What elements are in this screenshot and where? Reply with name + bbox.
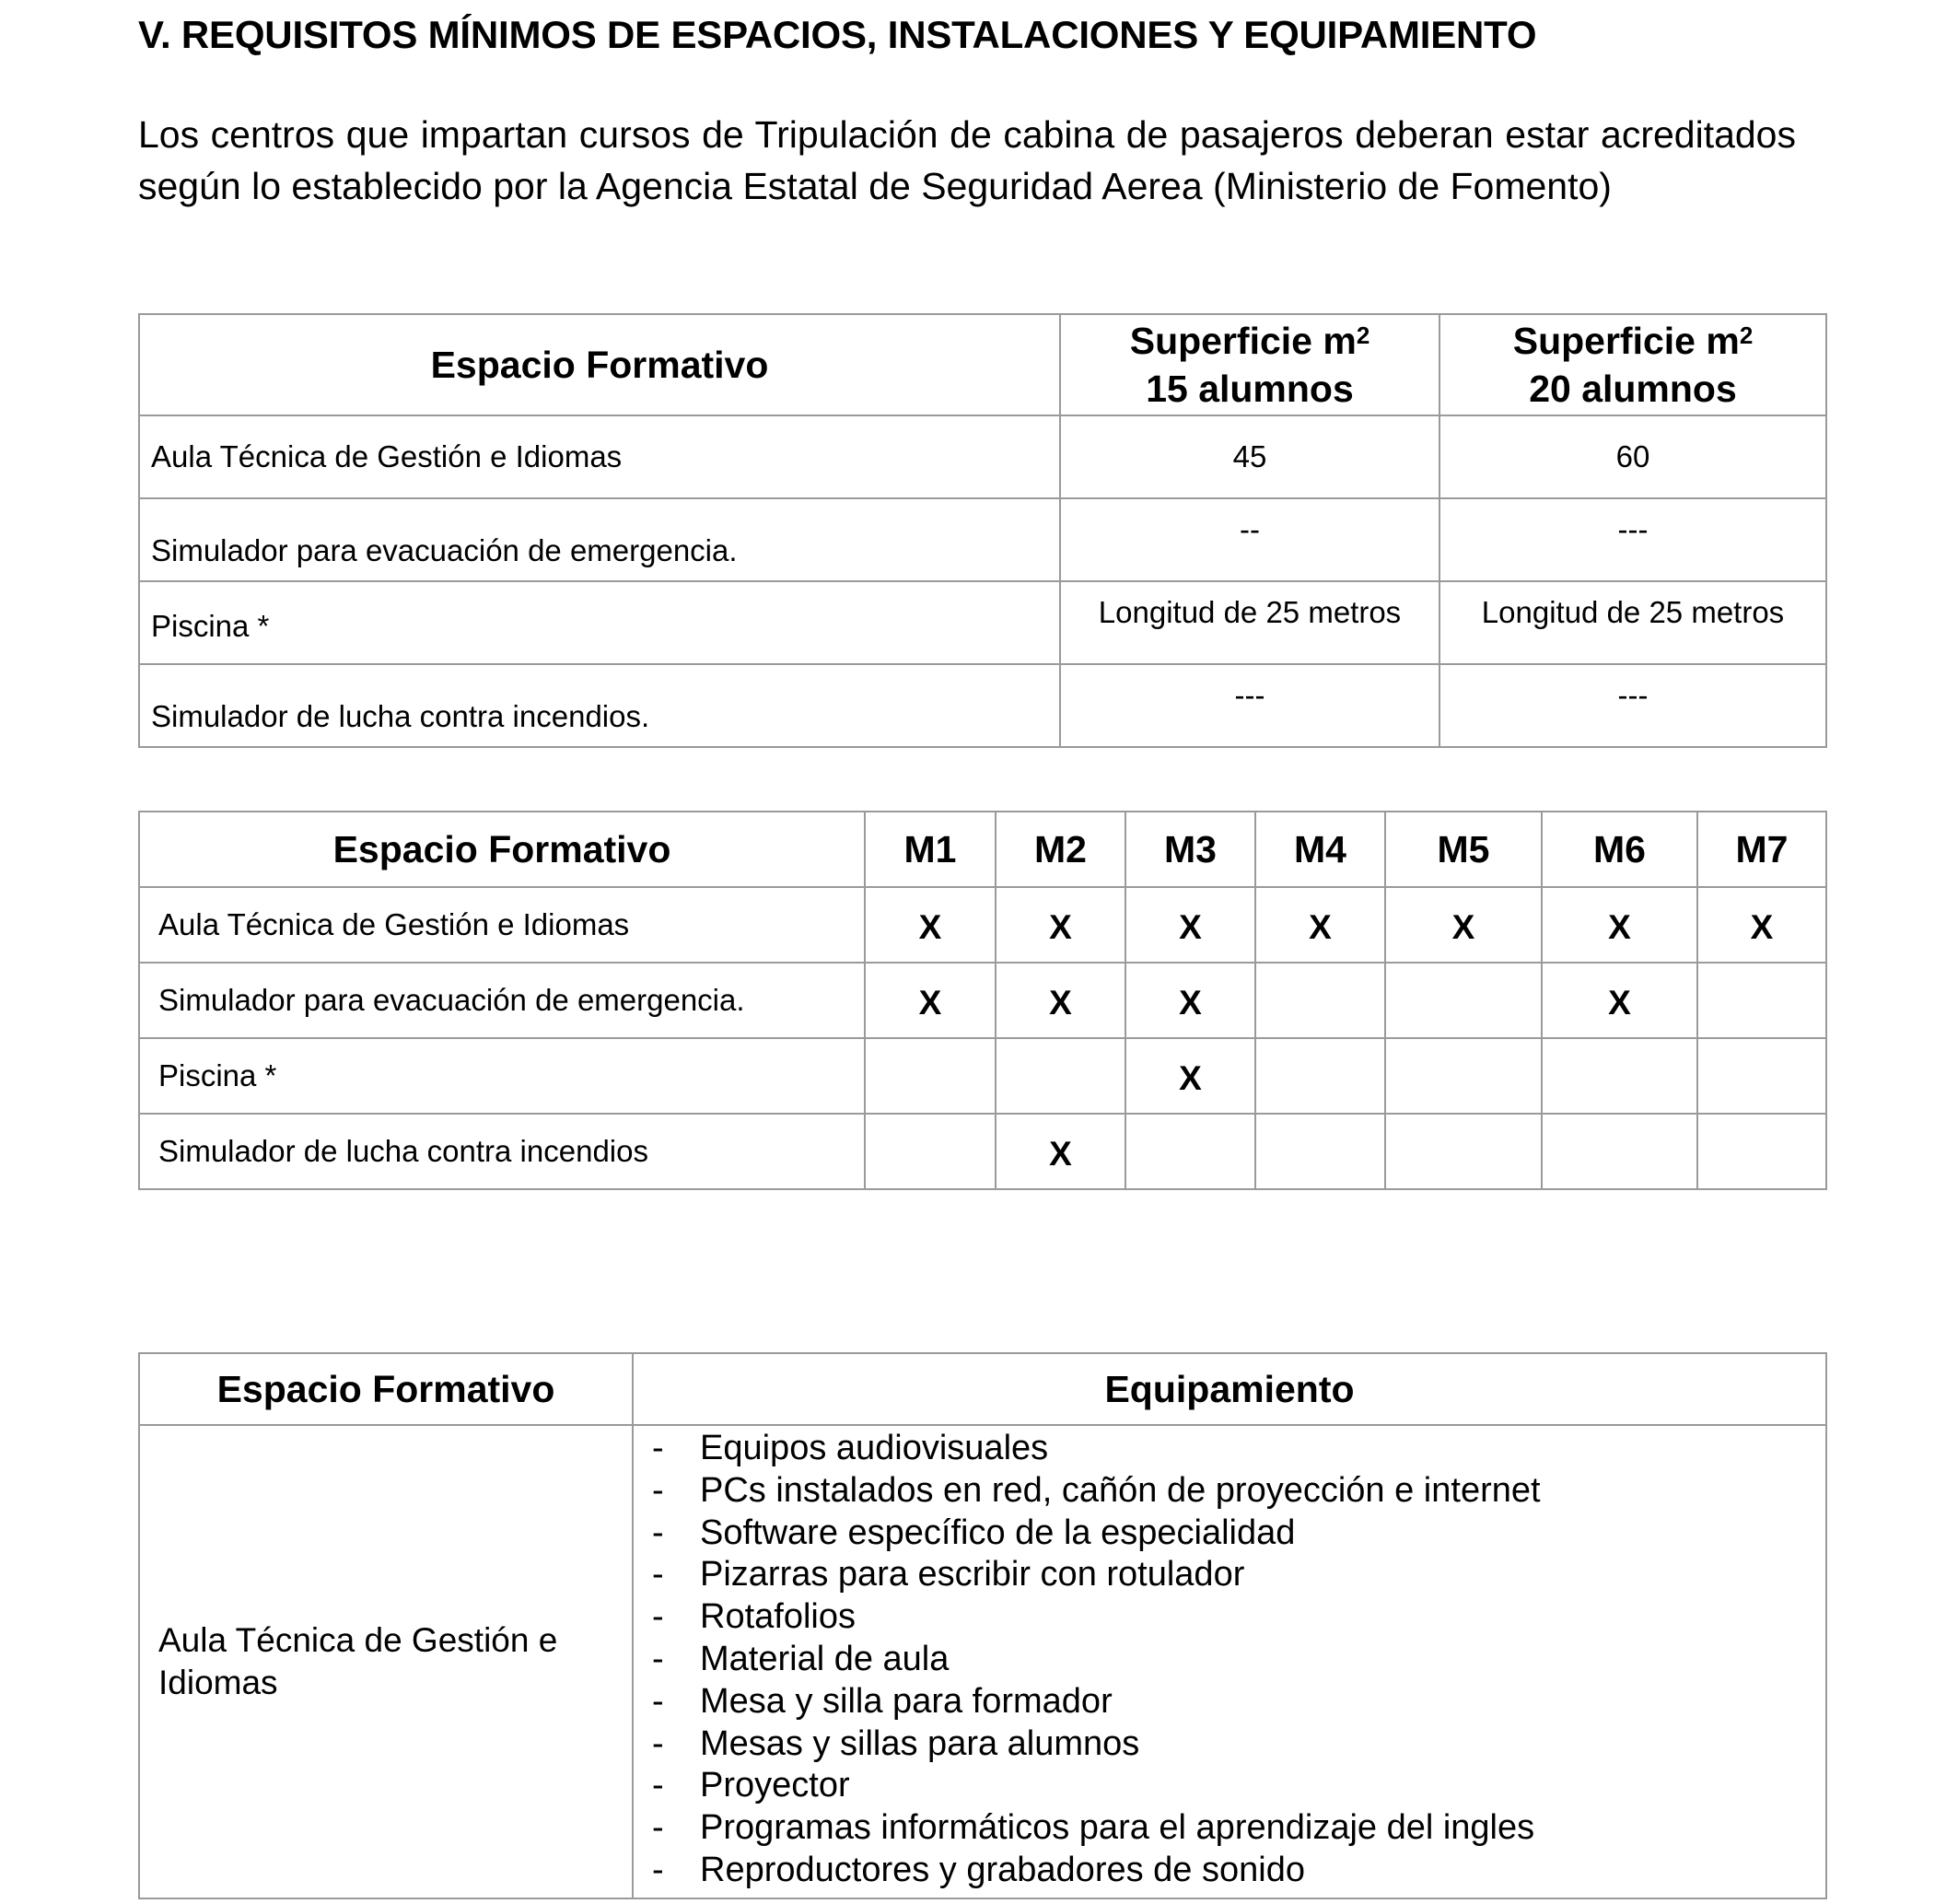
module-mark (996, 1038, 1125, 1114)
list-item (652, 1428, 1825, 1470)
module-header-m1: M1 (865, 812, 996, 887)
module-mark: X (1385, 887, 1542, 963)
list-item-label: Mesas y sillas para alumnos (700, 1723, 1140, 1763)
list-item (652, 1470, 1825, 1513)
module-mark: X (996, 963, 1125, 1038)
equipment-table-header (139, 1353, 1826, 1425)
surface-row-name: Simulador de lucha contra incendios. (139, 664, 1060, 747)
equipment-header-space: Espacio Formativo (139, 1353, 633, 1425)
surface-row-v15: Longitud de 25 metros (1060, 581, 1439, 664)
equipment-header-equipment: Equipamiento (633, 1353, 1826, 1425)
list-item-label: Proyector (700, 1766, 850, 1805)
list-item-label: Rotafolios (700, 1597, 856, 1637)
equipment-list-cell (633, 1425, 1826, 1898)
surface-header-20-line1: Superficie m (1512, 320, 1740, 362)
list-item (652, 1723, 1825, 1766)
module-table-header (139, 812, 1826, 887)
list-item (652, 1513, 1825, 1555)
surface-row-v15: --- (1060, 664, 1439, 747)
module-header-space: Espacio Formativo (139, 812, 865, 887)
list-dash: - (652, 1597, 664, 1637)
module-mark: X (865, 887, 996, 963)
surface-row-v15: 45 (1060, 415, 1439, 498)
table-row (139, 1114, 1826, 1189)
module-header-m5: M5 (1385, 812, 1542, 887)
module-mark (865, 1114, 996, 1189)
list-item-label: Mesa y silla para formador (700, 1681, 1113, 1721)
list-dash: - (652, 1766, 664, 1805)
list-item (652, 1554, 1825, 1596)
surface-row-v20: --- (1439, 498, 1826, 581)
surface-header-15-sup: 2 (1356, 321, 1370, 349)
module-mark (1385, 1114, 1542, 1189)
module-mark (1697, 1038, 1826, 1114)
list-dash: - (652, 1639, 664, 1678)
surface-row-v20: --- (1439, 664, 1826, 747)
module-mark (1697, 1114, 1826, 1189)
module-mark: X (1255, 887, 1385, 963)
list-item (652, 1850, 1825, 1892)
module-mark: X (1542, 887, 1697, 963)
equipment-space-name: Aula Técnica de Gestión e Idiomas (139, 1425, 633, 1898)
list-item-label: Pizarras para escribir con rotulador (700, 1555, 1245, 1594)
module-header-m4: M4 (1255, 812, 1385, 887)
list-dash: - (652, 1429, 664, 1467)
section-title: V. REQUISITOS MÍNIMOS DE ESPACIOS, INSTALACIONES Y EQUIPAMIENTO (138, 13, 1537, 56)
module-mark (1385, 963, 1542, 1038)
list-dash: - (652, 1513, 664, 1552)
list-item-label: PCs instalados en red, cañón de proyección e internet (700, 1470, 1541, 1510)
list-dash: - (652, 1681, 664, 1721)
list-item (652, 1765, 1825, 1807)
module-mark (1385, 1038, 1542, 1114)
module-mark (1697, 963, 1826, 1038)
module-table (138, 811, 1827, 1190)
list-item (652, 1639, 1825, 1681)
list-item (652, 1681, 1825, 1723)
list-item (652, 1807, 1825, 1850)
table-row (139, 1038, 1826, 1114)
surface-row-v20: 60 (1439, 415, 1826, 498)
table-row (139, 581, 1826, 664)
module-mark (1125, 1114, 1255, 1189)
module-mark: X (996, 887, 1125, 963)
surface-header-15 (1060, 314, 1439, 415)
list-item-label: Reproductores y grabadores de sonido (700, 1850, 1305, 1889)
surface-row-name: Aula Técnica de Gestión e Idiomas (139, 415, 1060, 498)
module-mark (1255, 1114, 1385, 1189)
surface-header-20 (1439, 314, 1826, 415)
module-header-m3: M3 (1125, 812, 1255, 887)
module-mark: X (996, 1114, 1125, 1189)
module-mark (1255, 963, 1385, 1038)
module-mark (1542, 1038, 1697, 1114)
surface-header-20-line2: 20 alumnos (1529, 368, 1737, 410)
intro-paragraph: Los centros que impartan cursos de Tripulación de cabina de pasajeros deberan estar acreditados según lo establecido por la Agencia Estatal de Seguridad Aerea (Ministerio de Fomento) (138, 113, 1796, 207)
surface-header-20-sup: 2 (1739, 321, 1754, 349)
table-row (139, 1425, 1826, 1898)
table-row (139, 664, 1826, 747)
list-dash: - (652, 1555, 664, 1594)
list-dash: - (652, 1850, 664, 1889)
module-mark: X (1697, 887, 1826, 963)
module-row-name: Piscina * (139, 1038, 865, 1114)
module-header-m2: M2 (996, 812, 1125, 887)
table-row (139, 887, 1826, 963)
surface-table-header (139, 314, 1826, 415)
table-row (139, 963, 1826, 1038)
surface-header-space: Espacio Formativo (139, 314, 1060, 415)
module-header-m7: M7 (1697, 812, 1826, 887)
module-row-name: Simulador de lucha contra incendios (139, 1114, 865, 1189)
module-mark: X (1125, 1038, 1255, 1114)
surface-row-v20: Longitud de 25 metros (1439, 581, 1826, 664)
equipment-table (138, 1352, 1827, 1899)
module-header-m6: M6 (1542, 812, 1697, 887)
surface-row-name: Piscina * (139, 581, 1060, 664)
module-row-name: Simulador para evacuación de emergencia. (139, 963, 865, 1038)
list-dash: - (652, 1470, 664, 1510)
list-item-label: Programas informáticos para el aprendizaje del ingles (700, 1808, 1535, 1848)
module-mark: X (1542, 963, 1697, 1038)
list-dash: - (652, 1808, 664, 1848)
table-row (139, 498, 1826, 581)
list-item-label: Equipos audiovisuales (700, 1429, 1049, 1467)
list-item-label: Software específico de la especialidad (700, 1513, 1296, 1552)
equipment-list (634, 1428, 1825, 1892)
module-row-name: Aula Técnica de Gestión e Idiomas (139, 887, 865, 963)
surface-table (138, 313, 1827, 748)
table-row (139, 415, 1826, 498)
surface-header-15-line1: Superficie m (1129, 320, 1357, 362)
surface-row-v15: -- (1060, 498, 1439, 581)
surface-row-name: Simulador para evacuación de emergencia. (139, 498, 1060, 581)
module-mark: X (865, 963, 996, 1038)
list-item (652, 1596, 1825, 1639)
list-dash: - (652, 1723, 664, 1763)
list-item-label: Material de aula (700, 1639, 950, 1678)
module-mark (1255, 1038, 1385, 1114)
module-mark (1542, 1114, 1697, 1189)
module-mark: X (1125, 963, 1255, 1038)
module-mark: X (1125, 887, 1255, 963)
surface-header-15-line2: 15 alumnos (1146, 368, 1354, 410)
module-mark (865, 1038, 996, 1114)
